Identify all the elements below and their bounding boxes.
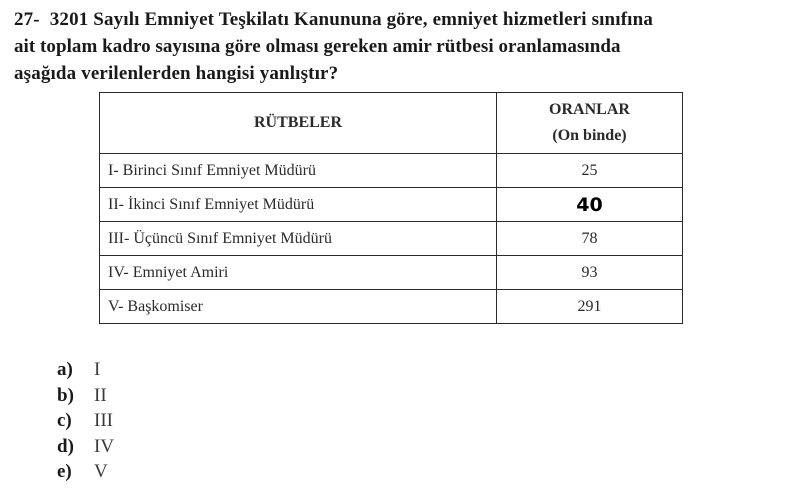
question-line-1: [14, 6, 794, 33]
header-rank: RÜTBELER: [100, 93, 497, 154]
option-value: III: [94, 410, 113, 431]
question-number: 27-: [14, 9, 40, 30]
rate-cell: 93: [497, 256, 683, 290]
header-rate-unit: (On binde): [552, 127, 627, 144]
rank-ratio-table: [99, 92, 683, 324]
rank-cell: III- Üçüncü Sınıf Emniyet Müdürü: [100, 222, 497, 256]
rate-cell: 25: [497, 154, 683, 188]
question-line-1-text: 3201 Sayılı Emniyet Teşkilatı Kanununa göre, emniyet hizmetleri sınıfına: [49, 9, 653, 30]
rank-cell: V- Başkomiser: [100, 290, 497, 324]
option-a[interactable]: [57, 357, 114, 383]
rate-cell: 291: [497, 290, 683, 324]
option-letter: d): [57, 435, 74, 457]
option-b[interactable]: [57, 383, 114, 409]
option-d[interactable]: [57, 434, 114, 460]
rank-cell: IV- Emniyet Amiri: [100, 256, 497, 290]
table-row: [100, 188, 683, 222]
option-letter: b): [57, 384, 74, 406]
table-header-row: [100, 93, 683, 154]
rank-cell: II- İkinci Sınıf Emniyet Müdürü: [100, 188, 497, 222]
rank-cell: I- Birinci Sınıf Emniyet Müdürü: [100, 154, 497, 188]
table-row: [100, 290, 683, 324]
question-line-2: ait toplam kadro sayısına göre olması gereken amir rütbesi oranlamasında: [14, 36, 621, 57]
option-value: V: [94, 461, 108, 482]
rate-cell: 78: [497, 222, 683, 256]
option-letter: a): [57, 359, 73, 380]
option-c[interactable]: [57, 408, 114, 434]
option-letter: c): [57, 410, 72, 431]
option-letter: e): [57, 461, 72, 482]
table-row: [100, 222, 683, 256]
table-row: [100, 256, 683, 290]
option-value: I: [94, 359, 101, 380]
table-row: [100, 154, 683, 188]
rate-cell-highlighted: 40: [497, 188, 683, 222]
header-rate-title: ORANLAR: [549, 101, 630, 118]
question-line-3: aşağıda verilenlerden hangisi yanlıştır?: [14, 63, 339, 84]
option-value: II: [94, 384, 107, 406]
option-e[interactable]: [57, 459, 114, 485]
option-value: IV: [94, 435, 115, 457]
answer-options: [57, 357, 114, 485]
question-text: [14, 6, 794, 87]
header-rate: [497, 93, 683, 154]
